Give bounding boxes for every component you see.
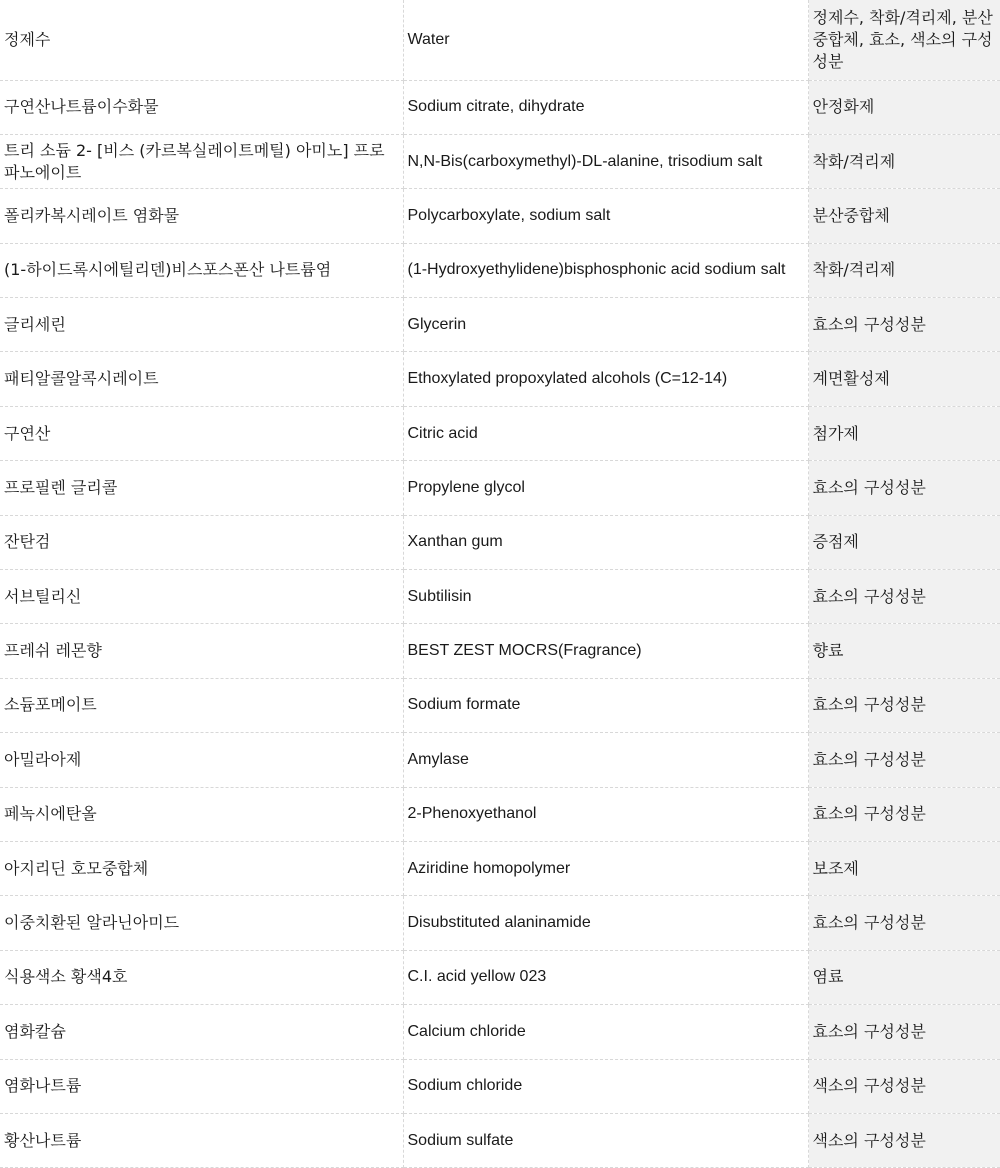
english-name-cell: C.I. acid yellow 023: [403, 950, 808, 1004]
function-cell: 색소의 구성성분: [808, 1059, 1000, 1113]
table-row: [0, 134, 1000, 188]
function-cell: 효소의 구성성분: [808, 461, 1000, 515]
table-row: [0, 515, 1000, 569]
english-name-cell: Ethoxylated propoxylated alcohols (C=12-14): [403, 352, 808, 406]
table-row: [0, 298, 1000, 352]
korean-name-cell: 정제수: [0, 0, 403, 80]
english-name-cell: Water: [403, 0, 808, 80]
korean-name-cell: 패티알콜알콕시레이트: [0, 352, 403, 406]
korean-name-cell: 잔탄검: [0, 515, 403, 569]
korean-name-cell: 서브틸리신: [0, 570, 403, 624]
function-cell: 효소의 구성성분: [808, 787, 1000, 841]
table-row: [0, 406, 1000, 460]
table-row: [0, 787, 1000, 841]
korean-name-cell: 아지리딘 호모중합체: [0, 841, 403, 895]
korean-name-cell: 아밀라아제: [0, 733, 403, 787]
english-name-cell: Sodium sulfate: [403, 1113, 808, 1167]
english-name-cell: Propylene glycol: [403, 461, 808, 515]
english-name-cell: Citric acid: [403, 406, 808, 460]
table-row: [0, 624, 1000, 678]
english-name-cell: Aziridine homopolymer: [403, 841, 808, 895]
function-cell: 착화/격리제: [808, 243, 1000, 297]
english-name-cell: BEST ZEST MOCRS(Fragrance): [403, 624, 808, 678]
korean-name-cell: 구연산나트륨이수화물: [0, 80, 403, 134]
function-cell: 염료: [808, 950, 1000, 1004]
function-cell: 효소의 구성성분: [808, 298, 1000, 352]
function-cell: 효소의 구성성분: [808, 896, 1000, 950]
function-cell: 착화/격리제: [808, 134, 1000, 188]
table-row: [0, 189, 1000, 243]
table-row: [0, 678, 1000, 732]
table-row: [0, 461, 1000, 515]
english-name-cell: (1-Hydroxyethylidene)bisphosphonic acid sodium salt: [403, 243, 808, 297]
table-row: [0, 243, 1000, 297]
function-cell: 효소의 구성성분: [808, 678, 1000, 732]
korean-name-cell: 염화칼슘: [0, 1005, 403, 1059]
table-row: [0, 0, 1000, 80]
table-row: [0, 352, 1000, 406]
function-cell: 분산중합체: [808, 189, 1000, 243]
function-cell: 정제수, 착화/격리제, 분산중합체, 효소, 색소의 구성성분: [808, 0, 1000, 80]
table-row: [0, 733, 1000, 787]
english-name-cell: Xanthan gum: [403, 515, 808, 569]
english-name-cell: Sodium citrate, dihydrate: [403, 80, 808, 134]
english-name-cell: Sodium formate: [403, 678, 808, 732]
table-row: [0, 1113, 1000, 1167]
table-row: [0, 570, 1000, 624]
english-name-cell: Calcium chloride: [403, 1005, 808, 1059]
english-name-cell: Glycerin: [403, 298, 808, 352]
table-row: [0, 1059, 1000, 1113]
english-name-cell: Amylase: [403, 733, 808, 787]
korean-name-cell: 구연산: [0, 406, 403, 460]
table-row: [0, 841, 1000, 895]
korean-name-cell: 염화나트륨: [0, 1059, 403, 1113]
korean-name-cell: 소듐포메이트: [0, 678, 403, 732]
function-cell: 안정화제: [808, 80, 1000, 134]
korean-name-cell: 페녹시에탄올: [0, 787, 403, 841]
function-cell: 효소의 구성성분: [808, 570, 1000, 624]
korean-name-cell: 프로필렌 글리콜: [0, 461, 403, 515]
function-cell: 증점제: [808, 515, 1000, 569]
korean-name-cell: 황산나트륨: [0, 1113, 403, 1167]
english-name-cell: Sodium chloride: [403, 1059, 808, 1113]
table-row: [0, 896, 1000, 950]
korean-name-cell: 이중치환된 알라닌아미드: [0, 896, 403, 950]
table-row: [0, 950, 1000, 1004]
korean-name-cell: 식용색소 황색4호: [0, 950, 403, 1004]
english-name-cell: 2-Phenoxyethanol: [403, 787, 808, 841]
function-cell: 보조제: [808, 841, 1000, 895]
function-cell: 효소의 구성성분: [808, 733, 1000, 787]
english-name-cell: Subtilisin: [403, 570, 808, 624]
table-row: [0, 1005, 1000, 1059]
korean-name-cell: 트리 소듐 2- [비스 (카르복실레이트메틸) 아미노] 프로 파노에이트: [0, 134, 403, 188]
korean-name-cell: 폴리카복시레이트 염화물: [0, 189, 403, 243]
english-name-cell: N,N-Bis(carboxymethyl)-DL-alanine, trisodium salt: [403, 134, 808, 188]
function-cell: 계면활성제: [808, 352, 1000, 406]
function-cell: 색소의 구성성분: [808, 1113, 1000, 1167]
korean-name-cell: 프레쉬 레몬향: [0, 624, 403, 678]
table-row: [0, 80, 1000, 134]
function-cell: 향료: [808, 624, 1000, 678]
function-cell: 첨가제: [808, 406, 1000, 460]
korean-name-cell: 글리세린: [0, 298, 403, 352]
korean-name-cell: (1-하이드록시에틸리덴)비스포스폰산 나트륨염: [0, 243, 403, 297]
english-name-cell: Disubstituted alaninamide: [403, 896, 808, 950]
function-cell: 효소의 구성성분: [808, 1005, 1000, 1059]
english-name-cell: Polycarboxylate, sodium salt: [403, 189, 808, 243]
